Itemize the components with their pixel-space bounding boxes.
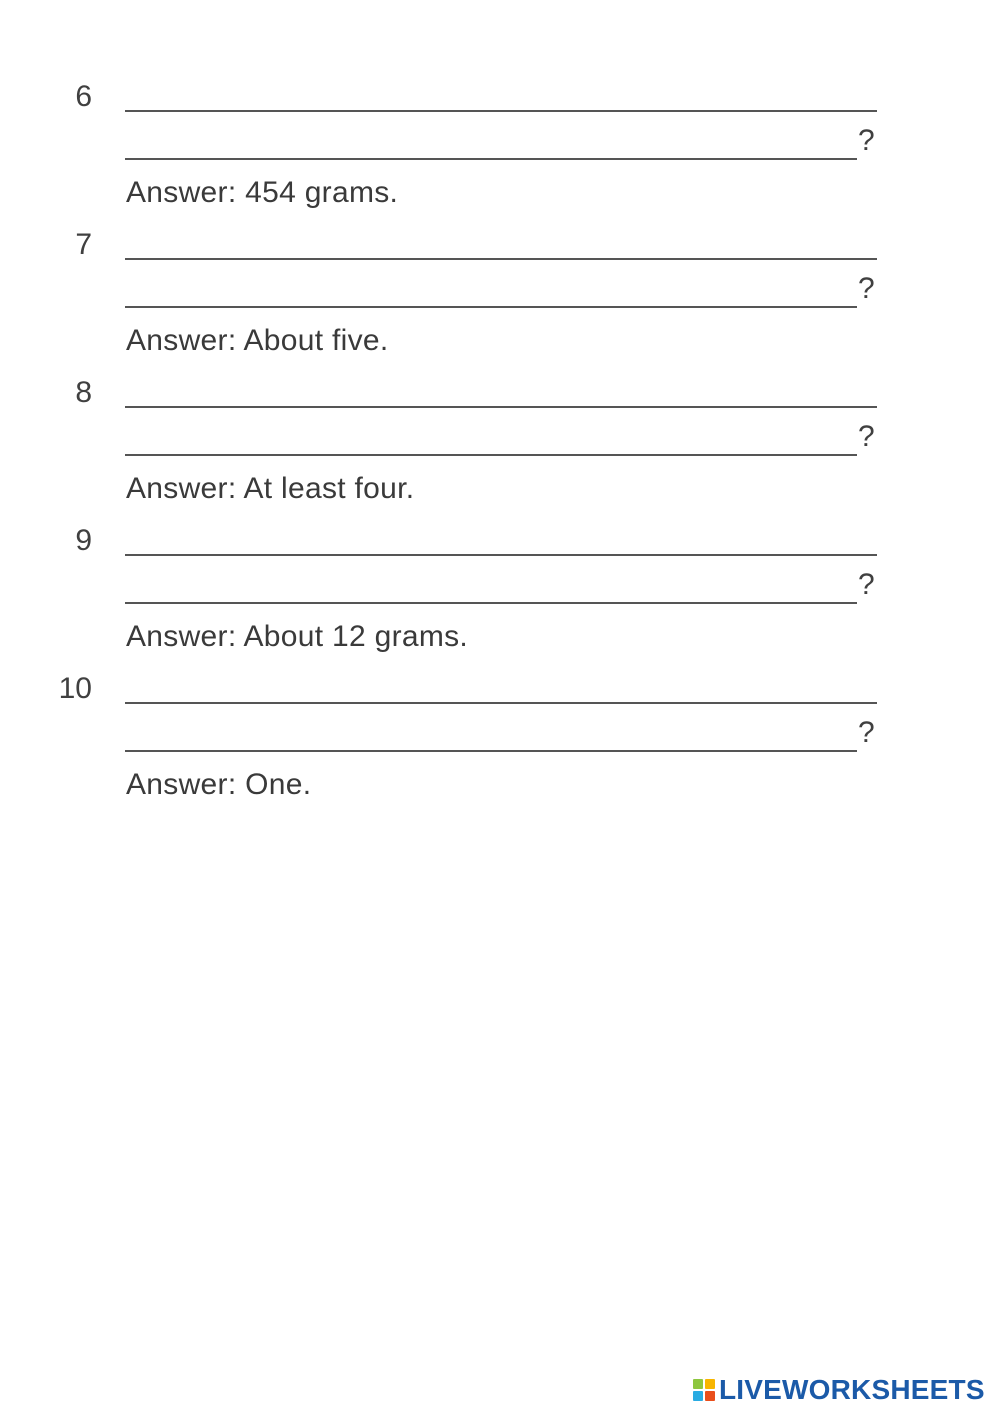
question-number: 8 xyxy=(75,376,92,409)
answer-text: Answer: About 12 grams. xyxy=(126,620,469,653)
question-number: 7 xyxy=(75,228,92,261)
question-mark: ? xyxy=(858,124,875,157)
liveworksheets-logo xyxy=(693,1375,985,1405)
answer-text: Answer: 454 grams. xyxy=(126,176,399,209)
question-mark: ? xyxy=(858,568,875,601)
question-7 xyxy=(0,228,1000,376)
answer-line-1[interactable] xyxy=(125,554,877,556)
question-number: 6 xyxy=(75,80,92,113)
answer-line-1[interactable] xyxy=(125,406,877,408)
answer-line-2[interactable] xyxy=(125,306,857,308)
question-8 xyxy=(0,376,1000,524)
answer-text: Answer: One. xyxy=(126,768,312,801)
answer-text: Answer: About five. xyxy=(126,324,389,357)
answer-line-1[interactable] xyxy=(125,110,877,112)
question-number: 10 xyxy=(58,672,92,705)
answer-line-2[interactable] xyxy=(125,602,857,604)
question-number: 9 xyxy=(75,524,92,557)
answer-line-1[interactable] xyxy=(125,702,877,704)
question-6 xyxy=(0,80,1000,228)
answer-line-2[interactable] xyxy=(125,750,857,752)
answer-line-2[interactable] xyxy=(125,158,857,160)
question-mark: ? xyxy=(858,716,875,749)
answer-line-1[interactable] xyxy=(125,258,877,260)
question-mark: ? xyxy=(858,420,875,453)
logo-text: LIVEWORKSHEETS xyxy=(719,1374,985,1405)
answer-text: Answer: At least four. xyxy=(126,472,415,505)
question-9 xyxy=(0,524,1000,672)
answer-line-2[interactable] xyxy=(125,454,857,456)
liveworksheets-logo-icon xyxy=(693,1379,715,1401)
question-10 xyxy=(0,672,1000,820)
question-mark: ? xyxy=(858,272,875,305)
